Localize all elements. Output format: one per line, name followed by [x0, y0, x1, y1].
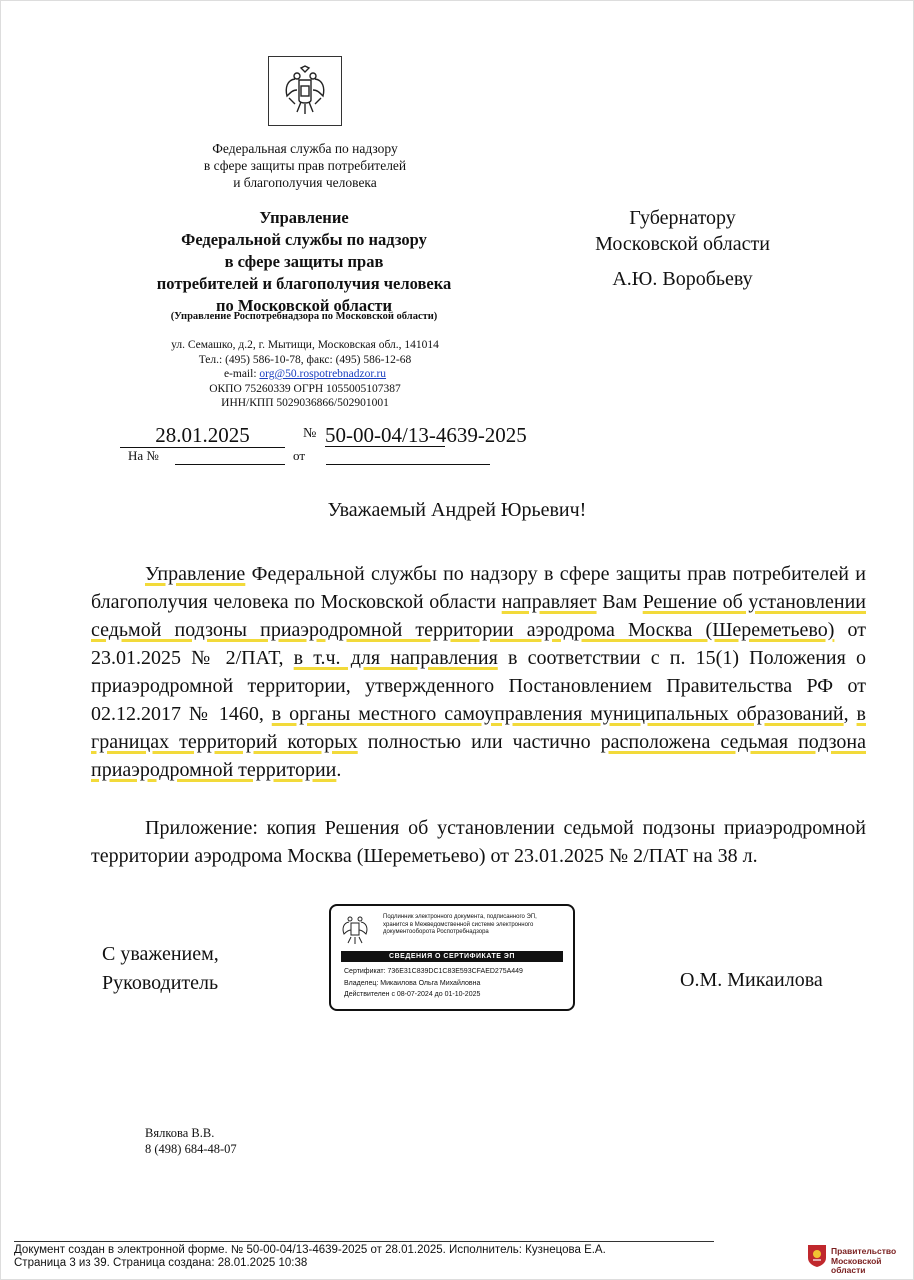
agency-line: Федеральная служба по надзору [212, 141, 398, 156]
stamp-header-line: хранится в Межведомственной системе электронного [383, 921, 534, 928]
highlighted-text: в органы местного самоуправления муниципальных образований [271, 703, 844, 725]
e-signature-stamp [329, 904, 575, 1011]
inn-kpp: ИНН/КПП 5029036866/502901001 [221, 397, 389, 409]
body-text: . [336, 759, 342, 781]
coat-of-arms-emblem [268, 56, 342, 126]
highlighted-text: расположена седьмая подзона приаэродромной территории [91, 731, 866, 781]
salutation: Уважаемый Андрей Юрьевич! [327, 499, 587, 521]
main-paragraph [91, 560, 866, 784]
stamp-header [383, 914, 571, 937]
contact-block [140, 338, 470, 411]
logo-line: Московской области [831, 1255, 882, 1275]
addressee-line: Губернатору [629, 207, 736, 229]
stamp-title-bar: СВЕДЕНИЯ О СЕРТИФИКАТЕ ЭП [341, 951, 563, 962]
dept-line: Федеральной службы по надзору [181, 230, 427, 249]
agency-line: и благополучия человека [233, 175, 377, 190]
executor-block [145, 1125, 237, 1157]
agency-name-small [150, 140, 460, 191]
signer-name: О.М. Микаилова [680, 969, 823, 991]
closing-regards: С уважением, [102, 943, 219, 965]
body-text: Федеральной службы по надзору в сфере защиты прав потребителей и благополучия человека по Московской области [91, 563, 866, 613]
stamp-details [344, 966, 523, 1001]
logo-text [831, 1247, 907, 1276]
highlighted-text: в границах территорий которых [91, 703, 866, 753]
body-text: , [843, 703, 857, 725]
footer-page-info: Страница 3 из 39. Страница создана: 28.01.2025 10:38 [14, 1256, 308, 1269]
dept-line: в сфере защиты прав [224, 252, 384, 271]
email-line [140, 367, 470, 382]
reference-no-blank [175, 464, 285, 465]
body-text: в соответствии с п. 15(1) Положения о приаэродромной территории, утвержденного Постановлением Правительства РФ от 02.12.2017 № 1460, [91, 647, 867, 725]
certificate-validity: Действителен с 08-07-2024 до 01-10-2025 [344, 991, 481, 998]
certificate-owner: Владелец: Микаилова Ольга Михайловна [344, 979, 481, 987]
email-label: e-mail: [223, 368, 260, 380]
phone-fax: Тел.: (495) 586-10-78, факс: (495) 586-12-68 [198, 353, 412, 366]
addressee-block [560, 205, 805, 292]
reference-date-label: от [293, 448, 306, 463]
signer-position: Руководитель [102, 972, 219, 994]
moscow-region-crest-icon [807, 1244, 827, 1268]
logo-line: Правительство [831, 1246, 897, 1256]
reference-date-blank [326, 464, 490, 465]
department-name [120, 207, 488, 317]
footer-divider [14, 1241, 714, 1242]
double-headed-eagle-icon [281, 64, 329, 118]
reference-line [128, 448, 508, 468]
body-text: полностью или частично [357, 731, 601, 753]
highlighted-text: Управление [145, 563, 246, 585]
executor-name: Вялкова В.В. [145, 1126, 215, 1140]
addressee-name: А.Ю. Воробьеву [612, 268, 753, 290]
emblem-seal-icon [341, 913, 369, 945]
reference-no-label: На № [128, 448, 159, 463]
registration-date: 28.01.2025 [120, 424, 285, 448]
body-text: Вам [596, 591, 643, 613]
number-sign: № [303, 426, 317, 441]
stamp-header-line: Подлинник электронного документа, подписанного ЭП, [383, 914, 537, 920]
certificate-number: Сертификат: 736E31C839DC1C83E593CFAED275A449 [344, 968, 523, 975]
dept-line: потребителей и благополучия человека [156, 274, 452, 293]
executor-phone: 8 (498) 684-48-07 [145, 1142, 237, 1156]
closing-block [102, 940, 219, 998]
dept-line: Управление [259, 208, 349, 227]
attachment-paragraph: Приложение: копия Решения об установлении седьмой подзоны приаэродромной территории аэродрома Москва (Шереметьево) от 23.01.2025 № 2/ПАТ на 38 л. [91, 817, 866, 867]
registration-line [120, 424, 600, 448]
okpo-ogrn: ОКПО 75260339 ОГРН 1055005107387 [209, 382, 401, 395]
moscow-region-government-logo [807, 1242, 907, 1275]
addressee-line: Московской области [595, 233, 770, 255]
body-text: от 23.01.2025 № 2/ПАТ, [91, 619, 866, 669]
footer-document-info: Документ создан в электронной форме. № 50-00-04/13-4639-2025 от 28.01.2025. Исполнитель: Кузнецова Е.А. [14, 1244, 606, 1256]
registration-number: 50-00-04/13-4639-2025 [325, 423, 527, 447]
stamp-header-line: документооборота Роспотребнадзора [383, 929, 489, 935]
dept-line: по Московской области [215, 296, 393, 315]
address: ул. Семашко, д.2, г. Мытищи, Московская обл., 141014 [171, 339, 439, 351]
footer [14, 1244, 606, 1269]
email-link[interactable]: org@50.rospotrebnadzor.ru [259, 368, 387, 380]
highlighted-text: направляет [501, 591, 597, 613]
agency-line: в сфере защиты прав потребителей [203, 158, 407, 173]
department-short-name: (Управление Роспотребнадзора по Московской области) [170, 311, 438, 322]
highlighted-text: Решение об установлении седьмой подзоны приаэродромной территории аэродрома Москва (Шереметьево) [91, 591, 866, 641]
highlighted-text: в т.ч. для направления [293, 647, 498, 669]
